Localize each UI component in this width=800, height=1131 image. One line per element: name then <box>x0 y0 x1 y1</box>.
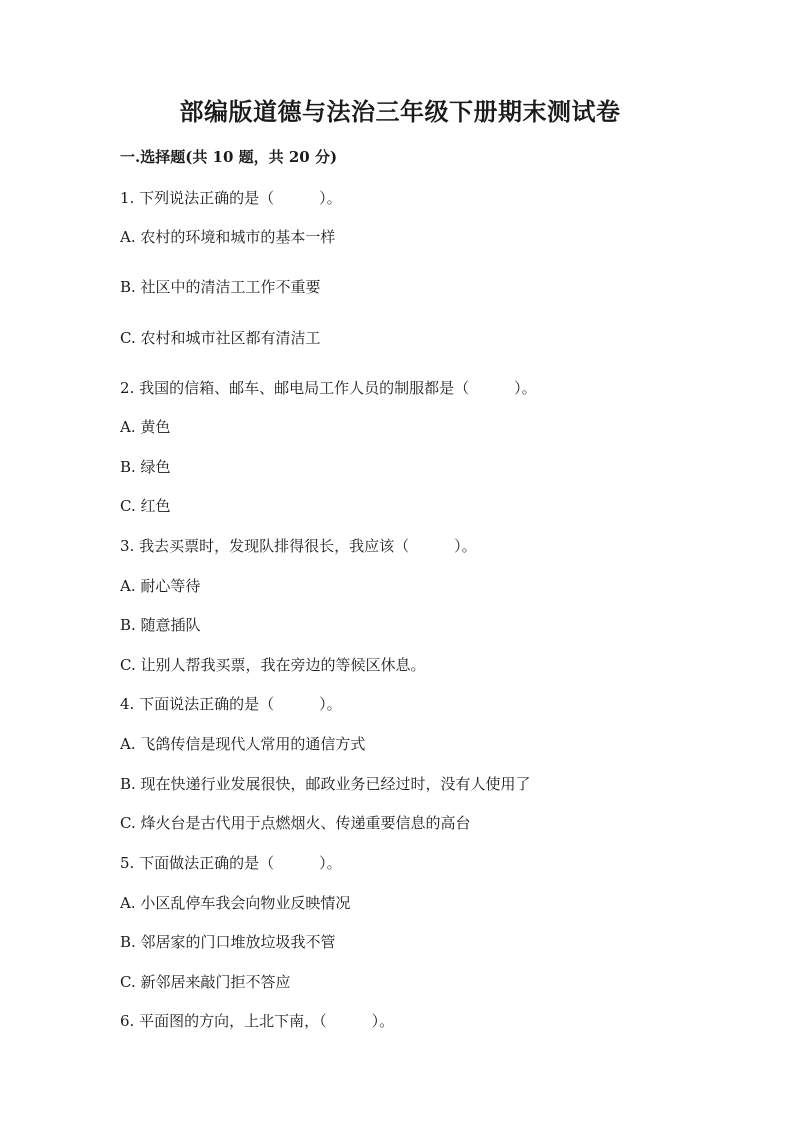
question-2-option-c: C. 红色 <box>120 497 171 515</box>
question-2-option-a: A. 黄色 <box>120 418 171 436</box>
section-heading: 一.选择题(共 10 题，共 20 分) <box>120 148 338 166</box>
question-5-option-b: B. 邻居家的门口堆放垃圾我不管 <box>120 933 336 951</box>
question-4-option-b: B. 现在快递行业发展很快，邮政业务已经过时，没有人使用了 <box>120 775 531 793</box>
question-5-option-c: C. 新邻居来敲门拒不答应 <box>120 973 291 991</box>
question-4-stem: 4. 下面说法正确的是（ ）。 <box>120 695 342 713</box>
question-4-option-a: A. 飞鸽传信是现代人常用的通信方式 <box>120 735 366 753</box>
page-title: 部编版道德与法治三年级下册期末测试卷 <box>179 97 621 126</box>
question-2-option-b: B. 绿色 <box>120 458 171 476</box>
question-3-stem: 3. 我去买票时，发现队排得很长，我应该（ ）。 <box>120 537 477 555</box>
question-2-stem: 2. 我国的信箱、邮车、邮电局工作人员的制服都是（ ）。 <box>120 379 537 397</box>
question-5-option-a: A. 小区乱停车我会向物业反映情况 <box>120 894 351 912</box>
question-5-stem: 5. 下面做法正确的是（ ）。 <box>120 854 342 872</box>
question-1-option-c: C. 农村和城市社区都有清洁工 <box>120 329 321 347</box>
question-4-option-c: C. 烽火台是古代用于点燃烟火、传递重要信息的高台 <box>120 814 471 832</box>
question-1-option-a: A. 农村的环境和城市的基本一样 <box>120 228 336 246</box>
question-3-option-b: B. 随意插队 <box>120 616 201 634</box>
question-3-option-c: C. 让别人帮我买票，我在旁边的等候区休息。 <box>120 656 426 674</box>
question-1-stem: 1. 下列说法正确的是（ ）。 <box>120 189 342 207</box>
question-1-option-b: B. 社区中的清洁工工作不重要 <box>120 278 321 296</box>
question-3-option-a: A. 耐心等待 <box>120 577 201 595</box>
question-6-stem: 6. 平面图的方向，上北下南，（ ）。 <box>120 1012 395 1030</box>
